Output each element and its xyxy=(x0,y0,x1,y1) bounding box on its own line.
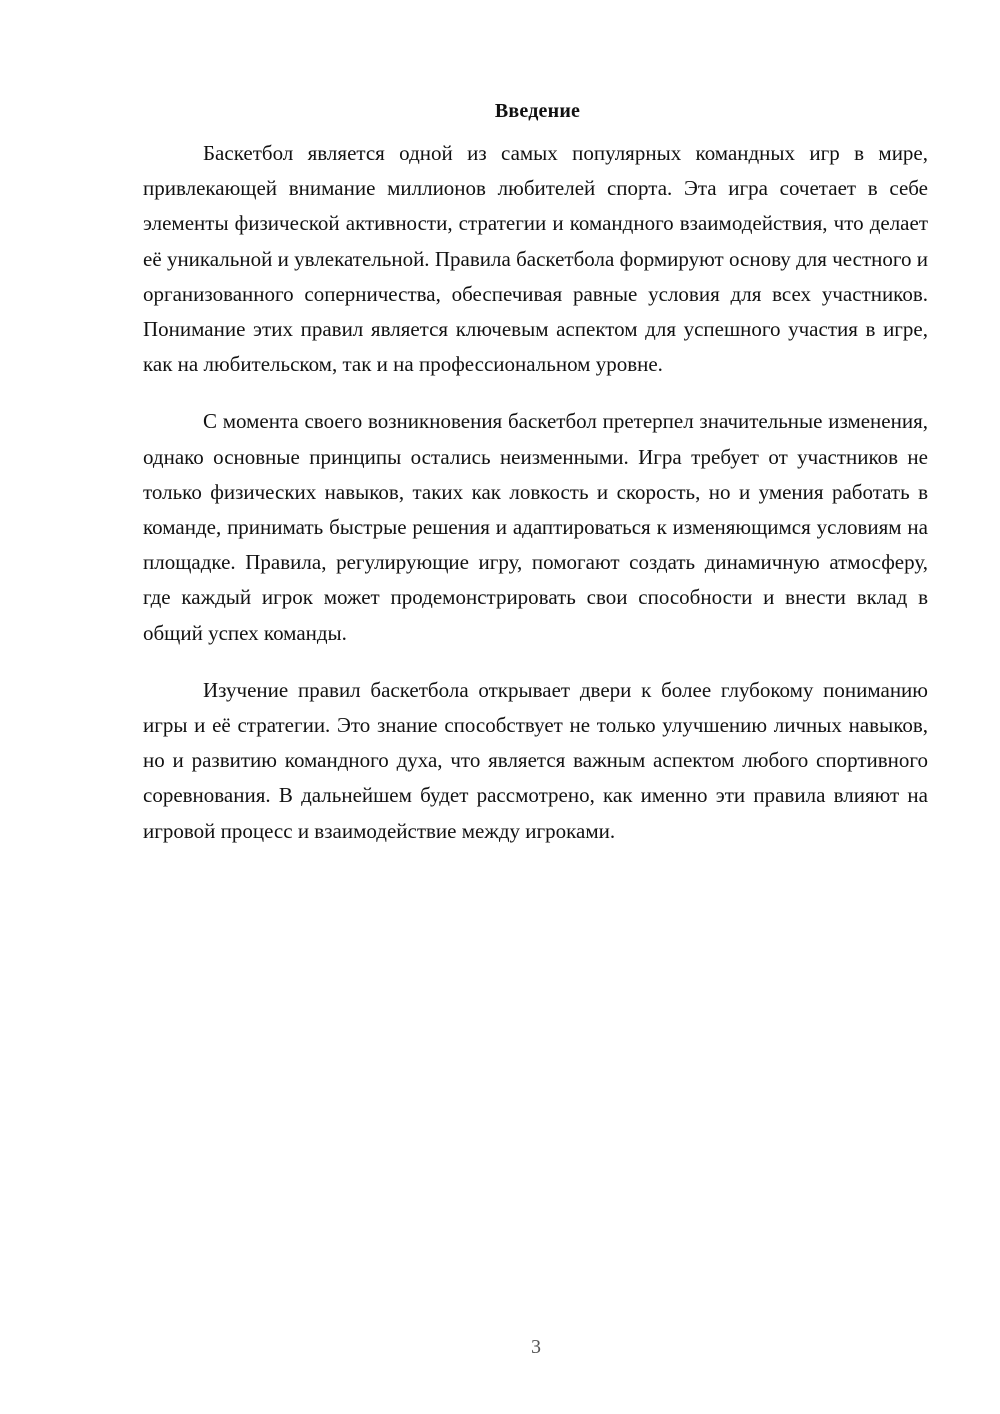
page-content xyxy=(143,96,928,871)
page-number: 3 xyxy=(531,1336,541,1358)
paragraph-1: Баскетбол является одной из самых популярных командных игр в мире, привлекающей внимание миллионов любителей спорта. Эта игра сочетает в себе элементы физической активности, стратегии и командного взаимодействия, что делает её уникальной и увлекательной. Правила баскетбола формируют основу для честного и организованного соперничества, обеспечивая равные условия для всех участников. Понимание этих правил является ключевым аспектом для успешного участия в игре, как на любительском, так и на профессиональном уровне. xyxy=(143,141,928,377)
section-heading: Введение xyxy=(494,100,581,122)
paragraph-3: Изучение правил баскетбола открывает двери к более глубокому пониманию игры и её стратегии. Это знание способствует не только улучшению личных навыков, но и развитию командного духа, что является важным аспектом любого спортивного соревнования. В дальнейшем будет рассмотрено, как именно эти правила влияют на игровой процесс и взаимодействие между игроками. xyxy=(143,677,928,843)
paragraph-2: С момента своего возникновения баскетбол претерпел значительные изменения, однако основные принципы остались неизменными. Игра требует от участников не только физических навыков, таких как ловкость и скорость, но и умения работать в команде, принимать быстрые решения и адаптироваться к изменяющимся условиям на площадке. Правила, регулирующие игру, помогают создать динамичную атмосферу, где каждый игрок может продемонстрировать свои способности и внести вклад в общий успех команды. xyxy=(143,409,928,645)
